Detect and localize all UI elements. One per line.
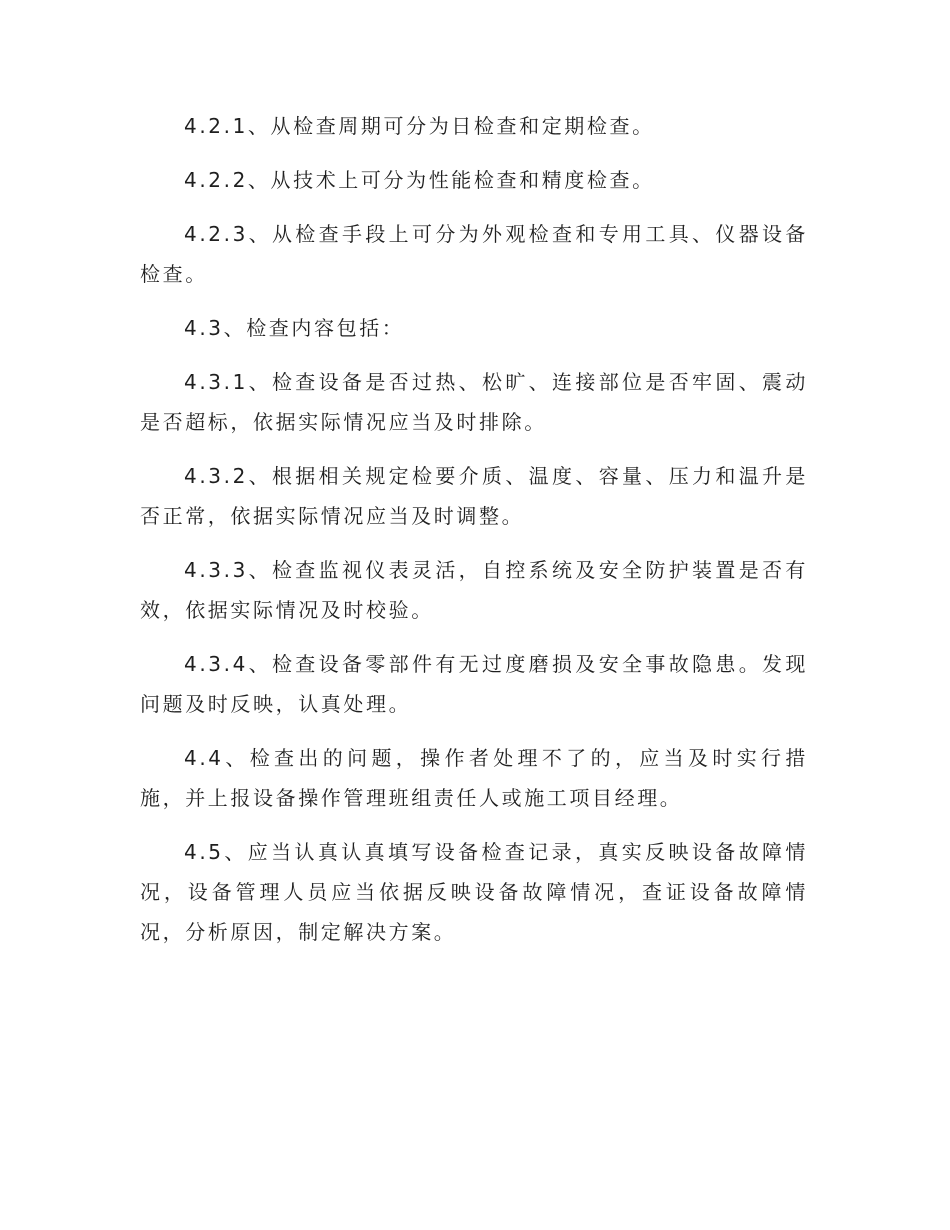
paragraph-4-4: 4.4、检查出的问题，操作者处理不了的，应当及时实行措施，并上报设备操作管理班组责任人或施工项目经理。 <box>140 746 808 810</box>
paragraph-4-5: 4.5、应当认真认真填写设备检查记录，真实反映设备故障情况，设备管理人员应当依据反映设备故障情况，查证设备故障情况，分析原因，制定解决方案。 <box>140 840 808 944</box>
paragraph-4-3-4: 4.3.4、检查设备零部件有无过度磨损及安全事故隐患。发现问题及时反映，认真处理。 <box>140 652 808 716</box>
paragraph-4-3-3: 4.3.3、检查监视仪表灵活，自控系统及安全防护装置是否有效，依据实际情况及时校验。 <box>140 558 808 622</box>
paragraph-4-3-1: 4.3.1、检查设备是否过热、松旷、连接部位是否牢固、震动是否超标，依据实际情况应当及时排除。 <box>140 370 808 434</box>
document-body <box>140 106 808 966</box>
paragraph-4-2-1: 4.2.1、从检查周期可分为日检查和定期检查。 <box>184 114 655 138</box>
paragraph-4-2-3: 4.2.3、从检查手段上可分为外观检查和专用工具、仪器设备检查。 <box>140 222 808 286</box>
paragraph-4-2-2: 4.2.2、从技术上可分为性能检查和精度检查。 <box>184 168 655 192</box>
paragraph-4-3: 4.3、检查内容包括： <box>184 316 405 340</box>
paragraph-4-3-2: 4.3.2、根据相关规定检要介质、温度、容量、压力和温升是否正常，依据实际情况应当及时调整。 <box>140 464 808 528</box>
